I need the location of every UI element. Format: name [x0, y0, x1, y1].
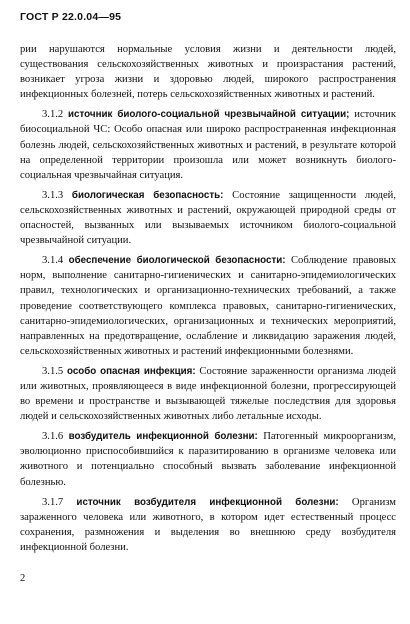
- section-term: биологическая безопасность:: [71, 189, 224, 201]
- section-number: 3.1.5: [42, 365, 64, 377]
- section-term: обеспечение биологической безопасности:: [68, 255, 286, 267]
- continuation-paragraph: рии нарушаются нормальные условия жизни и деятельности людей, существования сельскохозяйственных животных и произрастания растений, возникает угроза жизни и здоровью людей, широкого распространения инфекционных болезней, потерь сельскохозяйственных животных и растений.: [20, 44, 396, 101]
- section-number: 3.1.7: [42, 496, 64, 508]
- section-number: 3.1.3: [42, 189, 64, 201]
- section-3-1-4: [20, 253, 396, 359]
- section-term: возбудитель инфекционной болезни:: [68, 431, 258, 443]
- section-3-1-5: [20, 364, 396, 424]
- section-number: 3.1.4: [42, 255, 64, 267]
- section-text: Состояние зараженности организма людей или животных, проявляющееся в виде инфекционной болезни, прогрессирующей во времени и пространстве и вызывающей тяжелые последствия для здоровья людей и сельскохозяйственных животных либо летальные исходы.: [20, 365, 396, 423]
- section-term: источник биолого-социальной чрезвычайной ситуации;: [68, 109, 350, 121]
- section-text: источник биосоциальной ЧС: Особо опасная или широко распространенная инфекционная болезнь людей, сельскохозяйственных животных и растений, в результате которой на определенной территории произошла или может возникнуть биолого-социальная чрезвычайная ситуация.: [20, 109, 396, 181]
- section-text: Организм зараженного человека или животного, в котором идет естественный процесс сохранения, размножения и выделения во внешнюю среду возбудителя инфекционной болезни.: [20, 496, 396, 553]
- document-body: [20, 42, 396, 560]
- section-3-1-6: [20, 429, 396, 489]
- section-text: Состояние защищенности людей, сельскохозяйственных животных и растений, окружающей природной среды от опасностей, вызванных или вызываемых источником биолого-социальной чрезвычайной ситуации.: [20, 189, 396, 247]
- page-header-standard: ГОСТ Р 22.0.04—95: [20, 11, 122, 23]
- section-term: особо опасная инфекция:: [66, 365, 196, 377]
- section-number: 3.1.6: [42, 431, 64, 443]
- section-3-1-2: [20, 107, 396, 182]
- section-text: Патогенный микроорганизм, эволюционно приспособившийся к паразитированию в организме человека или животного и потенциально способный вызвать заболевание инфекционной болезнью.: [20, 431, 396, 488]
- section-3-1-7: [20, 495, 396, 555]
- section-text: Соблюдение правовых норм, выполнение санитарно-гигиенических и санитарно-эпидемиологических правил, технологических и организационно-технических требований, а также проведение соответствующего комплекса правовых, санитарно-гигиенических, санитарно-эпидемиологических, организационных и технических мероприятий, направленных на предотвращение, ослабление и ликвидацию заражения людей, сельскохозяйственных животных и растений инфекционными болезнями.: [20, 255, 397, 357]
- section-number: 3.1.2: [42, 109, 64, 121]
- section-3-1-3: [20, 188, 396, 248]
- section-term: источник возбудителя инфекционной болезни:: [76, 496, 339, 508]
- page-number: 2: [20, 573, 26, 584]
